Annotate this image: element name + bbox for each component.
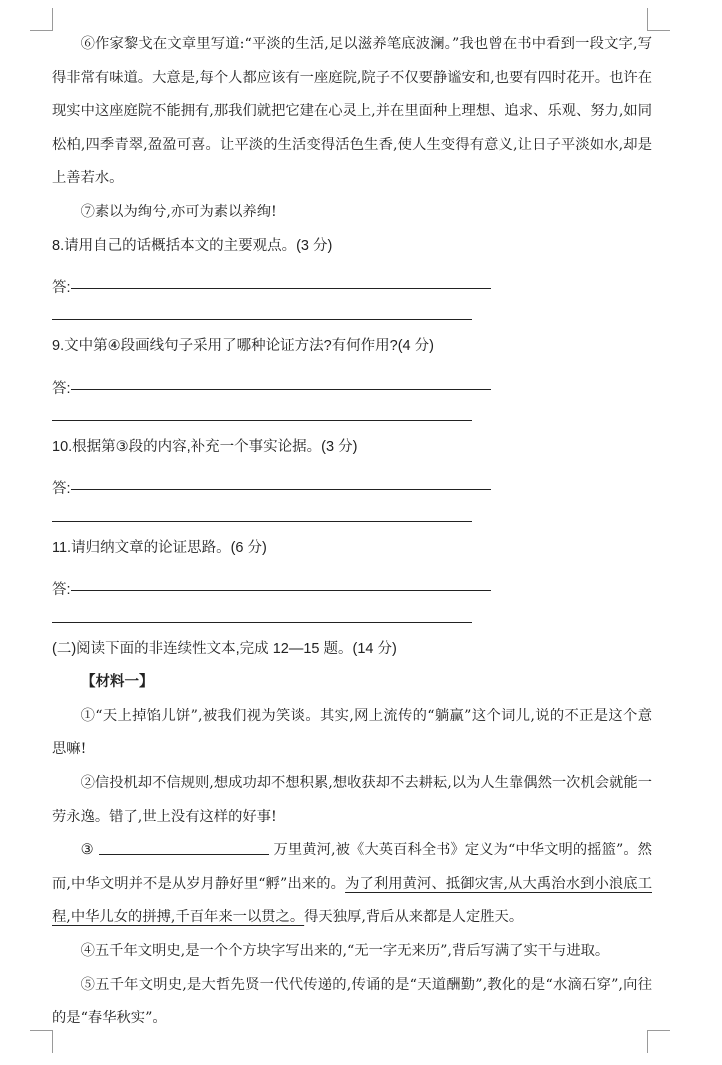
question-10: 10.根据第③段的内容,补充一个事实论据。(3 分) [52,439,358,456]
answer-underline [71,467,491,490]
answer-label: 答: [52,481,71,498]
paragraph-number: ③ [80,842,94,859]
paragraph-6: ⑥作家黎戈在文章里写道:“平淡的生活,足以滋养笔底波澜。”我也曾在书中看到一段文字,写得非常有味道。大意是,每个人都应该有一座庭院,院子不仅要静谧安和,也要有四时花开。也许在现实中这座庭院不能拥有,那我们就把它建在心灵上,并在里面种上理想、追求、乐观、努力,如同松柏,四季青翠,盈盈可喜。让平淡的生活变得活色生香,使人生变得有意义,让日子平淡如水,却是上善若水。 [52,36,652,187]
material-1-label: 【材料一】 [81,674,154,691]
answer-label: 答: [52,582,71,599]
answer-blank-line[interactable] [52,297,652,331]
answer-blank-line[interactable] [52,498,652,532]
paragraph-3-text-a: 万里黄河,被《大英百科全书》定义为“中华文明的摇篮”。然而,中华文明并不是从岁月静好里“孵”出来的。 [52,842,652,892]
answer-label: 答: [52,380,71,397]
answer-line-9[interactable] [52,364,652,398]
answer-label: 答: [52,279,71,296]
material-paragraph-4: ④五千年文明史,是一个个方块字写出来的,“无一字无来历”,背后写满了实干与进取。 [80,943,610,960]
fill-in-blank[interactable] [99,840,269,855]
material-paragraph-3 [52,834,652,935]
answer-blank-line[interactable] [52,599,652,633]
question-8: 8.请用自己的话概括本文的主要观点。(3 分) [52,237,333,254]
material-paragraph-1: ①“天上掉馅儿饼”,被我们视为笑谈。其实,网上流传的“躺赢”这个词儿,说的不正是这个意思嘛! [52,707,652,758]
underlined-sentence: 为了利用黄河、抵御灾害,从大禹治水到小浪底工程,中华儿女的拼搏,千百年来一以贯之。 [52,875,652,926]
answer-underline [71,367,491,390]
exam-page [52,28,652,1036]
answer-blank-line[interactable] [52,398,652,432]
material-paragraph-2: ②信投机却不信规则,想成功却不想积累,想收获却不去耕耘,以为人生靠偶然一次机会就能一劳永逸。错了,世上没有这样的好事! [52,775,652,825]
answer-line-11[interactable] [52,566,652,600]
section-2-intro: (二)阅读下面的非连续性文本,完成 12—15 题。(14 分) [52,640,397,657]
answer-underline [71,266,491,289]
question-11: 11.请归纳文章的论证思路。(6 分) [52,539,267,556]
material-paragraph-5: ⑤五千年文明史,是大哲先贤一代代传递的,传诵的是“天道酬勤”,教化的是“水滴石穿”,向往的是“春华秋实”。 [52,976,652,1027]
paragraph-3-text-b: 得天独厚,背后从来都是人定胜天。 [304,909,524,926]
answer-line-8[interactable] [52,263,652,297]
answer-underline [71,568,491,591]
paragraph-7: ⑦素以为绚兮,亦可为素以养绚! [80,203,277,220]
corner-mark-top-left [30,8,53,31]
question-9: 9.文中第④段画线句子采用了哪种论证方法?有何作用?(4 分) [52,338,434,355]
answer-line-10[interactable] [52,465,652,499]
corner-mark-bottom-left [30,1030,53,1053]
